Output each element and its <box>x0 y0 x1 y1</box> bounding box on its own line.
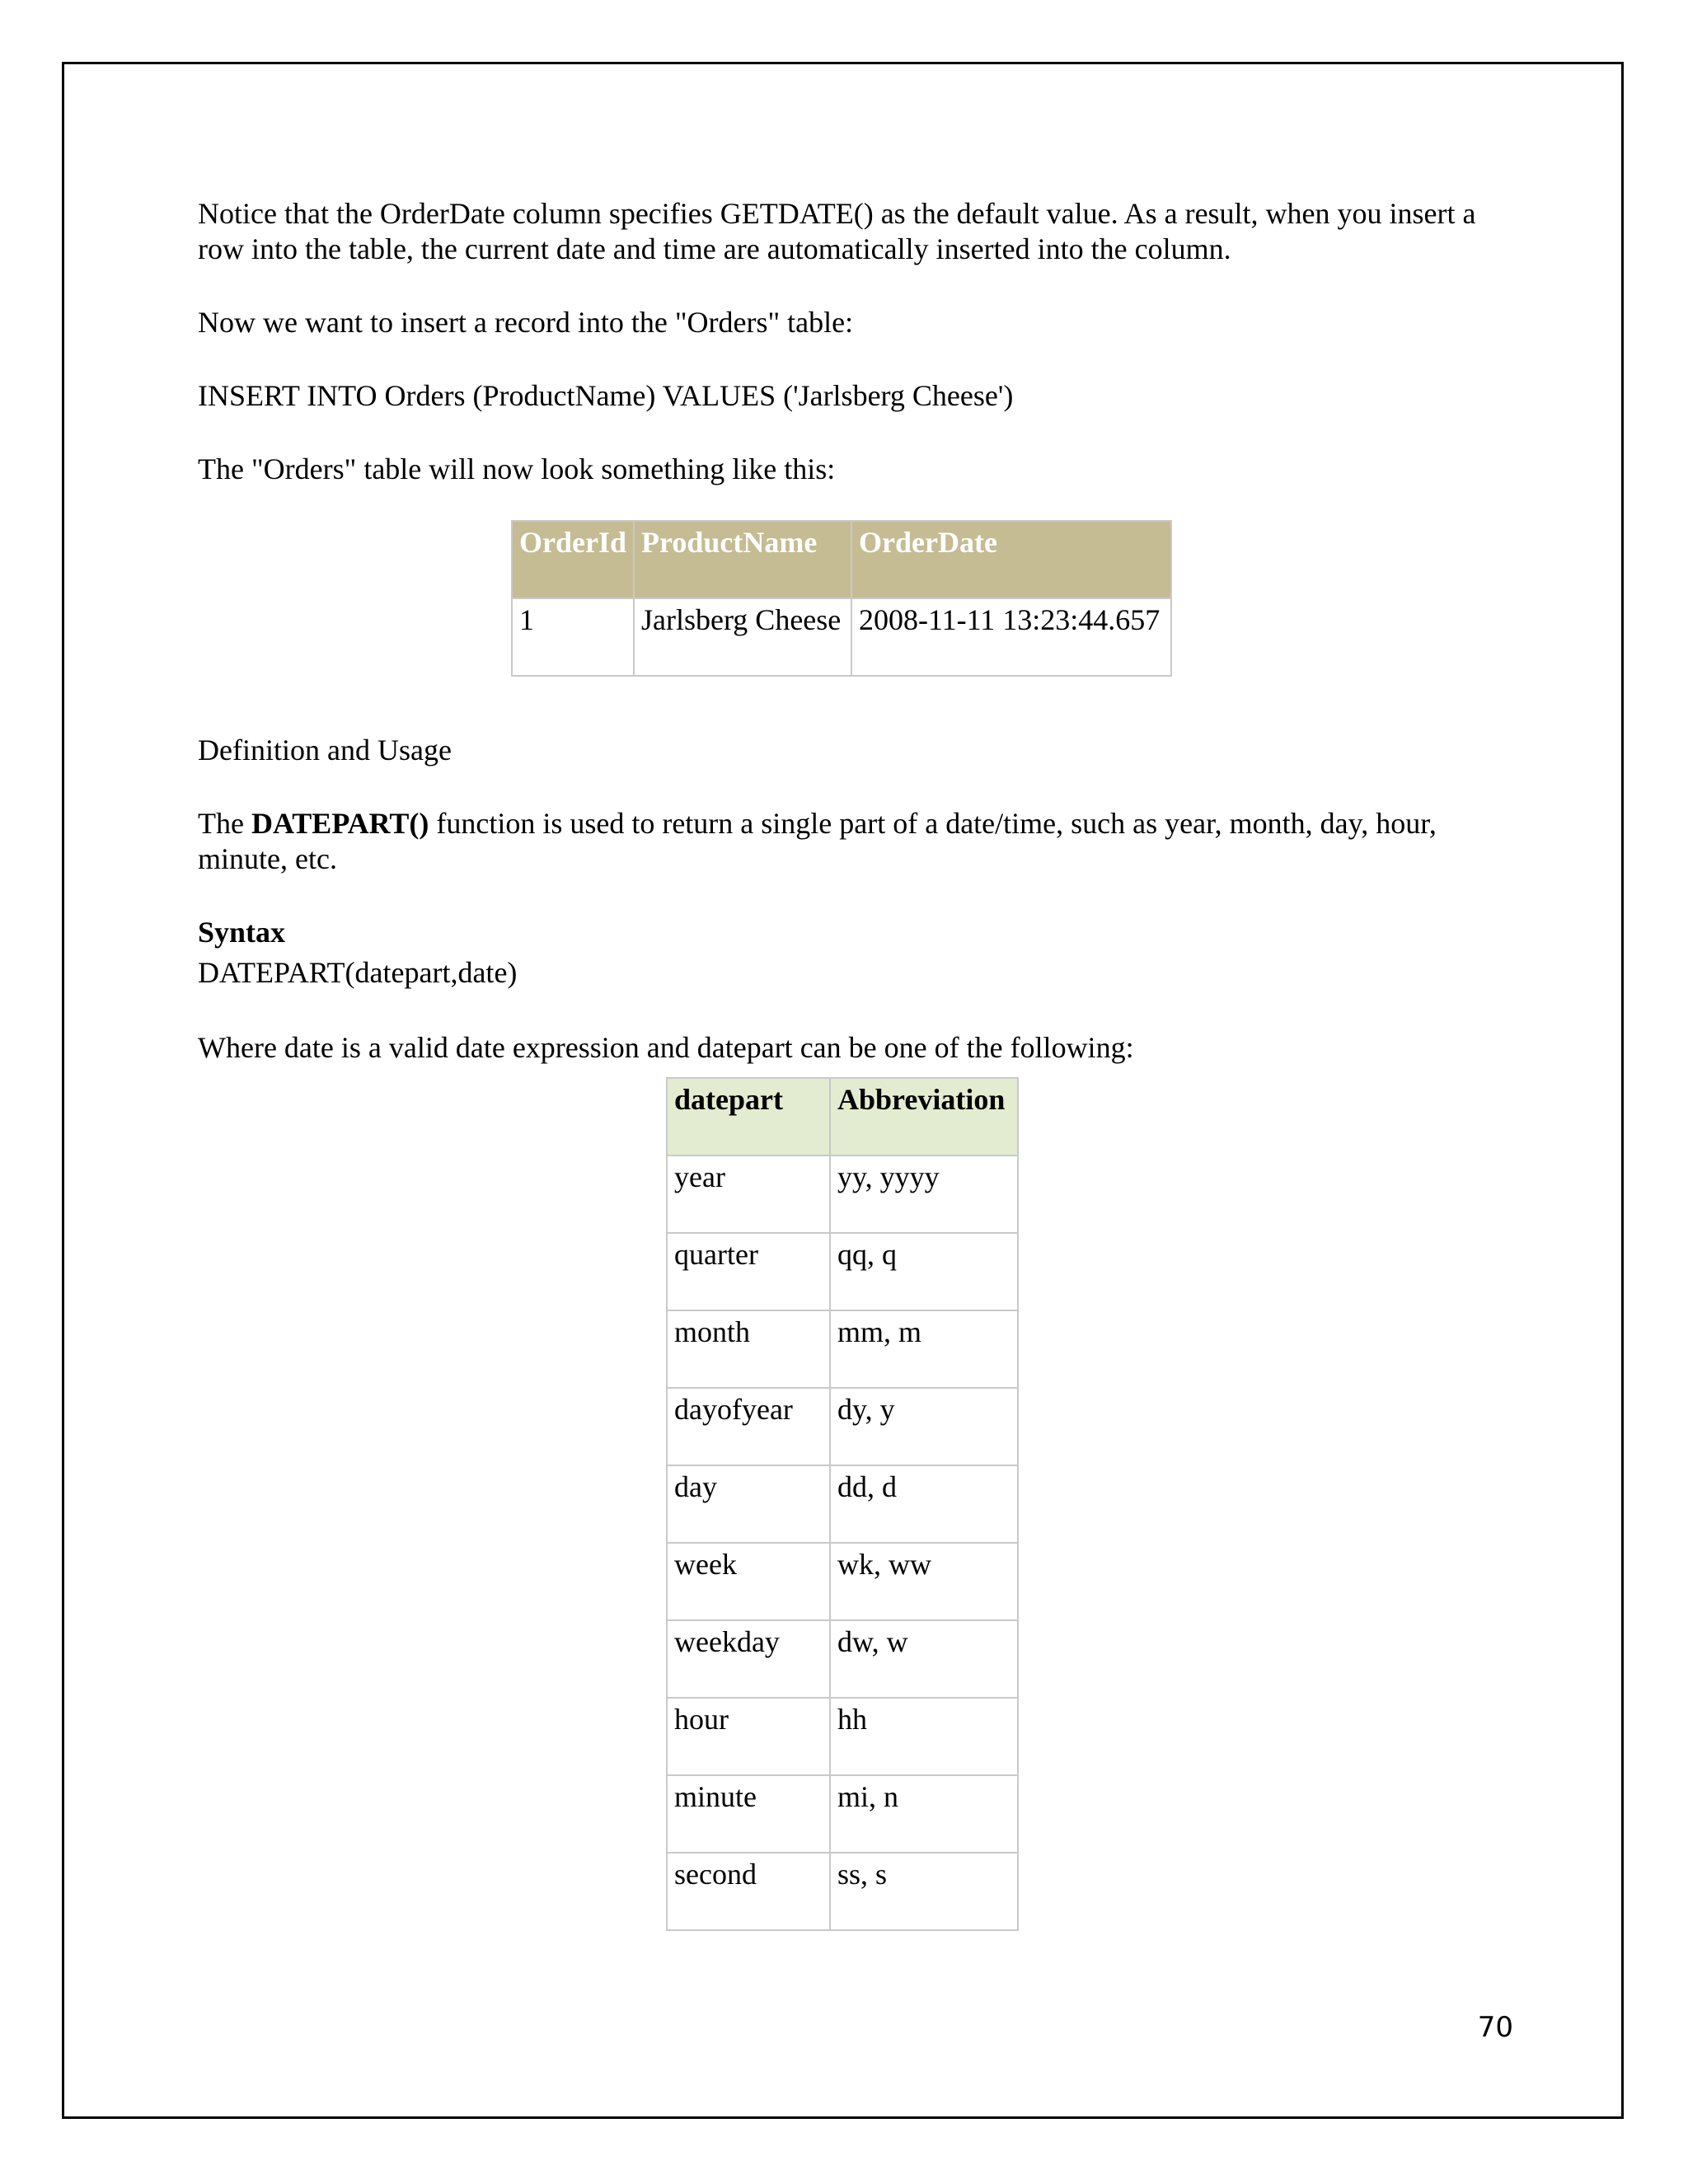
datepart-cell-abbreviation: hh <box>830 1698 1018 1775</box>
table-row <box>667 1465 1018 1543</box>
datepart-table-header-row <box>667 1078 1018 1155</box>
orders-table-header-row <box>512 521 1171 598</box>
table-row <box>667 1388 1018 1465</box>
syntax-heading-text: Syntax <box>198 916 286 949</box>
datepart-cell-name: week <box>667 1543 830 1620</box>
datepart-cell-name: hour <box>667 1698 830 1775</box>
datepart-header-datepart: datepart <box>667 1078 830 1155</box>
datepart-cell-abbreviation: mm, m <box>830 1310 1018 1388</box>
paragraph-table-intro: The "Orders" table will now look something like this: <box>198 452 836 485</box>
datepart-cell-name: month <box>667 1310 830 1388</box>
datepart-cell-abbreviation: ss, s <box>830 1853 1018 1930</box>
table-row <box>667 1775 1018 1853</box>
orders-table <box>511 520 1172 677</box>
page-content <box>198 196 1500 1931</box>
orders-header-orderdate: OrderDate <box>851 521 1171 598</box>
datepart-cell-abbreviation: wk, ww <box>830 1543 1018 1620</box>
definition-prefix: The <box>198 807 251 840</box>
datepart-cell-abbreviation: qq, q <box>830 1233 1018 1310</box>
syntax-body: DATEPART(datepart,date) <box>198 956 518 989</box>
datepart-cell-abbreviation: dd, d <box>830 1465 1018 1543</box>
definition-suffix: function is used to return a single part of a date/time, such as year, month, day, hour, minute, etc. <box>198 807 1437 875</box>
datepart-function-name: DATEPART() <box>251 807 429 840</box>
datepart-cell-abbreviation: yy, yyyy <box>830 1155 1018 1233</box>
orders-cell-orderdate: 2008-11-11 13:23:44.657 <box>851 598 1171 676</box>
orders-cell-orderid: 1 <box>512 598 634 676</box>
table-row <box>512 598 1171 676</box>
datepart-cell-name: minute <box>667 1775 830 1853</box>
datepart-header-abbreviation: Abbreviation <box>830 1078 1018 1155</box>
datepart-cell-name: day <box>667 1465 830 1543</box>
section-heading-definition: Definition and Usage <box>198 733 452 766</box>
syntax-heading <box>198 915 1500 950</box>
paragraph-insert-intro: Now we want to insert a record into the "Orders" table: <box>198 306 854 339</box>
datepart-cell-name: dayofyear <box>667 1388 830 1465</box>
page-number: 70 <box>1477 2011 1513 2044</box>
orders-cell-productname: Jarlsberg Cheese <box>634 598 851 676</box>
table-row <box>667 1853 1018 1930</box>
paragraph-datepart-definition <box>198 806 1500 877</box>
table-row <box>667 1310 1018 1388</box>
datepart-cell-name: quarter <box>667 1233 830 1310</box>
table-row <box>667 1620 1018 1698</box>
orders-header-orderid: OrderId <box>512 521 634 598</box>
table-row <box>667 1155 1018 1233</box>
orders-header-productname: ProductName <box>634 521 851 598</box>
paragraph-datepart-options-intro: Where date is a valid date expression and datepart can be one of the following: <box>198 1031 1134 1064</box>
datepart-cell-abbreviation: dw, w <box>830 1620 1018 1698</box>
datepart-cell-abbreviation: dy, y <box>830 1388 1018 1465</box>
datepart-table <box>666 1077 1019 1931</box>
datepart-cell-name: year <box>667 1155 830 1233</box>
table-row <box>667 1233 1018 1310</box>
paragraph-insert-statement: INSERT INTO Orders (ProductName) VALUES ('Jarlsberg Cheese') <box>198 379 1014 412</box>
table-row <box>667 1543 1018 1620</box>
datepart-cell-name: second <box>667 1853 830 1930</box>
table-row <box>667 1698 1018 1775</box>
datepart-cell-abbreviation: mi, n <box>830 1775 1018 1853</box>
paragraph-getdate-note: Notice that the OrderDate column specifies GETDATE() as the default value. As a result, when you insert a row into the table, the current date and time are automatically inserted into the column. <box>198 197 1476 265</box>
datepart-cell-name: weekday <box>667 1620 830 1698</box>
